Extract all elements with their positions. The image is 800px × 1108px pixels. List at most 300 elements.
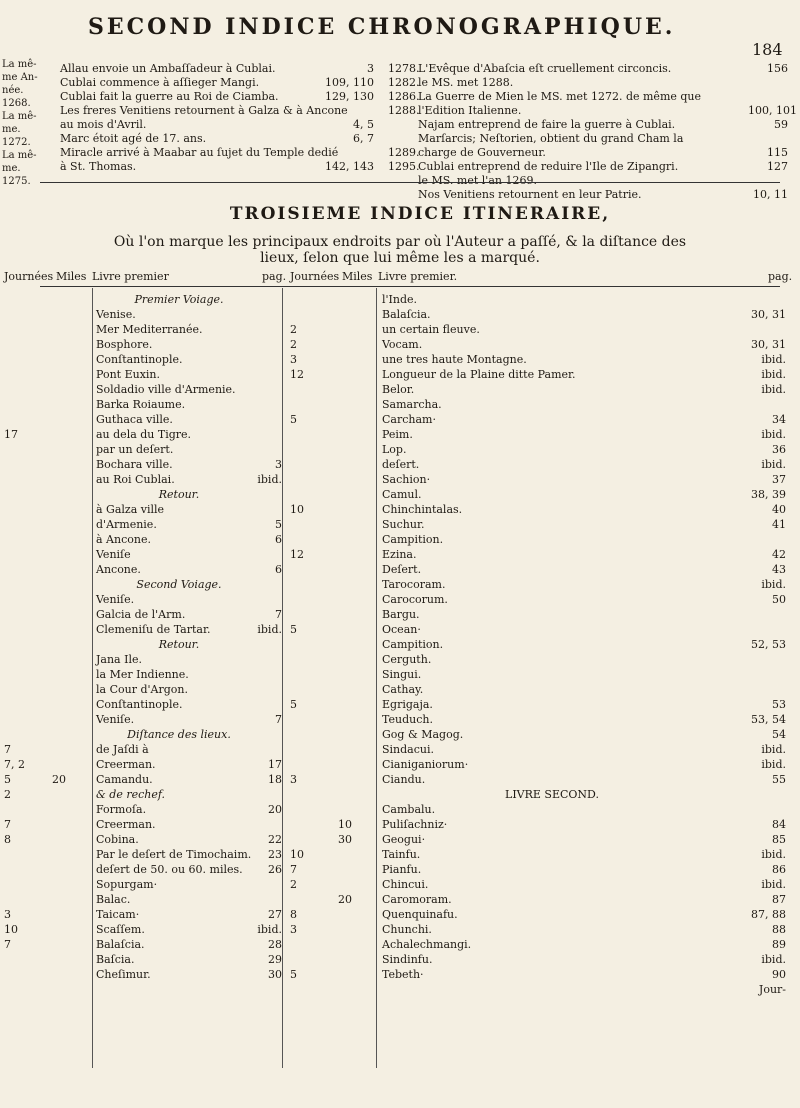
itinerary-row — [290, 532, 790, 547]
itinerary-row — [290, 637, 790, 652]
entry-year — [388, 118, 418, 132]
page-ref: ibid. — [761, 578, 786, 591]
entry-page — [748, 76, 788, 90]
entry-text: Cublai fait la guerre au Roi de Ciamba. — [60, 90, 279, 103]
itinerary-row — [290, 877, 790, 892]
itinerary-row — [4, 472, 280, 487]
journees-value: 12 — [290, 368, 304, 381]
entry-page: 129, 130 — [325, 90, 374, 103]
entry-page — [324, 146, 374, 160]
itinerary-left-column — [4, 292, 280, 982]
itinerary-row — [290, 307, 790, 322]
page-ref: 27 — [268, 908, 282, 921]
place-name: par un deſert. — [96, 443, 174, 456]
itinerary-row — [290, 517, 790, 532]
itinerary-row — [290, 652, 790, 667]
entry-text: à St. Thomas. — [60, 160, 137, 173]
page-ref: 20 — [268, 803, 282, 816]
place-name: Taicam· — [96, 908, 140, 921]
subtitle-line-2: lieux, ſelon que lui même les a marqué. — [260, 250, 540, 266]
top-left-pages — [324, 62, 374, 174]
entry-text: Miracle arrivé à Maabar au ſujet du Temple dedié — [60, 146, 339, 159]
place-name: Carcham· — [382, 413, 436, 426]
margin-note: me An- — [2, 72, 38, 83]
entry-page: 3 — [367, 62, 374, 75]
itinerary-row — [290, 697, 790, 712]
itinerary-row — [290, 757, 790, 772]
entry-year — [388, 132, 418, 146]
miles-value: 20 — [52, 773, 66, 786]
page-ref: 7 — [275, 713, 282, 726]
itinerary-row — [290, 337, 790, 352]
place-name: Longueur de la Plaine ditte Pamer. — [382, 368, 576, 381]
margin-note: 1275. — [2, 176, 31, 187]
itinerary-row — [4, 442, 280, 457]
place-name: Sopurgam· — [96, 878, 158, 891]
journees-value: 2 — [290, 338, 297, 351]
itinerary-row — [4, 622, 280, 637]
entry-year: 1278. — [388, 62, 420, 75]
place-name: Veniſe. — [96, 593, 135, 606]
header-journees-2: Journées — [290, 270, 340, 283]
place-name: Balaſcia. — [96, 938, 145, 951]
itinerary-row — [290, 367, 790, 382]
entry-page: 156 — [767, 62, 788, 75]
itinerary-row — [4, 862, 280, 877]
place-name: Conſtantinople. — [96, 698, 183, 711]
place-name: une tres haute Montagne. — [382, 353, 527, 366]
page-ref: 87, 88 — [751, 908, 786, 921]
place-name: Venise. — [96, 308, 136, 321]
itinerary-row — [4, 322, 280, 337]
margin-note: me. — [2, 163, 21, 174]
place-name: Conſtantinople. — [96, 353, 183, 366]
header-livre: Livre premier — [92, 270, 169, 283]
itinerary-row — [4, 637, 280, 652]
journees-value: 3 — [290, 923, 297, 936]
page-ref: 90 — [772, 968, 786, 981]
entry-text: Cublai commence à aſſieger Mangi. — [60, 76, 260, 89]
place-name: Premier Voiage. — [134, 293, 224, 306]
page-ref: 41 — [772, 518, 786, 531]
place-name: Barka Roiaume. — [96, 398, 186, 411]
place-name: Peim. — [382, 428, 413, 441]
page-ref: 30, 31 — [751, 308, 786, 321]
place-name: Cianiganiorum· — [382, 758, 469, 771]
journees-value: 7 — [4, 938, 11, 951]
itinerary-row — [290, 847, 790, 862]
itinerary-row — [290, 892, 790, 907]
section-subtitle — [60, 234, 740, 266]
entry-text: charge de Gouverneur. — [418, 146, 546, 159]
entry-page: 142, 143 — [325, 160, 374, 173]
itinerary-row — [290, 442, 790, 457]
itinerary-row — [4, 757, 280, 772]
itinerary-row — [4, 577, 280, 592]
place-name: Teuduch. — [382, 713, 433, 726]
place-name: Soldadio ville d'Armenie. — [96, 383, 236, 396]
entry-page — [748, 132, 788, 146]
itinerary-row — [290, 607, 790, 622]
itinerary-row — [290, 502, 790, 517]
page-header: SECOND INDICE CHRONOGRAPHIQUE. — [88, 14, 676, 40]
itinerary-row — [4, 367, 280, 382]
place-name: Par le deſert de Timochaim. — [96, 848, 252, 861]
page-ref: 22 — [268, 833, 282, 846]
page-ref: 42 — [772, 548, 786, 561]
place-name: Second Voiage. — [136, 578, 222, 591]
margin-note: me. — [2, 124, 21, 135]
entry-text: Allau envoie un Ambaſſadeur à Cublai. — [60, 62, 276, 75]
itinerary-row — [4, 787, 280, 802]
page-ref: 85 — [772, 833, 786, 846]
place-name: Caromoram. — [382, 893, 452, 906]
journees-value: 7 — [4, 818, 11, 831]
itinerary-row — [290, 547, 790, 562]
itinerary-row — [290, 682, 790, 697]
place-name: Diſtance des lieux. — [127, 728, 231, 741]
place-name: deſert. — [382, 458, 420, 471]
place-name: Cerguth. — [382, 653, 432, 666]
itinerary-row — [4, 292, 280, 307]
entry-text: l'Edition Italienne. — [418, 104, 522, 117]
page-ref: 53, 54 — [751, 713, 786, 726]
itinerary-row — [4, 892, 280, 907]
divider — [40, 182, 780, 183]
itinerary-row — [4, 847, 280, 862]
entry-text: Cublai entreprend de reduire l'Ile de Zipangri. — [418, 160, 679, 173]
place-name: Bochara ville. — [96, 458, 173, 471]
place-name: Suchur. — [382, 518, 425, 531]
place-name: Egrigaja. — [382, 698, 433, 711]
place-name: Chincui. — [382, 878, 429, 891]
place-name: Tebeth· — [382, 968, 424, 981]
itinerary-row — [290, 742, 790, 757]
itinerary-row — [290, 577, 790, 592]
place-name: Balaſcia. — [382, 308, 431, 321]
place-name: Cambalu. — [382, 803, 436, 816]
header-miles-2: Miles — [342, 270, 373, 283]
itinerary-row — [290, 967, 790, 982]
place-name: Retour. — [158, 638, 200, 651]
margin-note: 1272. — [2, 137, 31, 148]
itinerary-row — [4, 382, 280, 397]
journees-value: 10 — [290, 848, 304, 861]
place-name: Ciandu. — [382, 773, 426, 786]
entry-year: 1288. — [388, 104, 420, 117]
place-name: Galcia de l'Arm. — [96, 608, 186, 621]
page-ref: ibid. — [761, 383, 786, 396]
itinerary-row — [290, 292, 790, 307]
itinerary-row — [4, 487, 280, 502]
place-name: Veniſe — [96, 548, 131, 561]
entry-page: 10, 11 — [753, 188, 788, 201]
journees-value: 5 — [290, 413, 297, 426]
itinerary-row — [4, 712, 280, 727]
itinerary-row — [4, 457, 280, 472]
place-name: d'Armenie. — [96, 518, 157, 531]
page-ref: ibid. — [257, 623, 282, 636]
page-ref: 30, 31 — [751, 338, 786, 351]
page-number: 184 — [752, 40, 783, 59]
itinerary-row — [4, 517, 280, 532]
itinerary-row — [4, 652, 280, 667]
entry-page — [748, 90, 788, 104]
page-ref: 17 — [268, 758, 282, 771]
journees-value: 5 — [290, 698, 297, 711]
place-name: la Cour d'Argon. — [96, 683, 188, 696]
entry-page: 127 — [767, 160, 788, 173]
place-name: Deſert. — [382, 563, 422, 576]
margin-note: La mê- — [2, 150, 37, 161]
page-ref: 23 — [268, 848, 282, 861]
journees-value: 7 — [4, 743, 11, 756]
entry-year: 1289. — [388, 146, 420, 159]
page-ref: ibid. — [257, 923, 282, 936]
place-name: Retour. — [158, 488, 200, 501]
itinerary-row — [4, 352, 280, 367]
place-name: Ocean· — [382, 623, 421, 636]
place-name: LIVRE SECOND. — [505, 788, 599, 801]
itinerary-row — [4, 562, 280, 577]
itinerary-row — [290, 982, 790, 997]
place-name: Ezina. — [382, 548, 417, 561]
section-title: TROISIEME INDICE ITINERAIRE, — [229, 204, 611, 224]
page-ref: ibid. — [761, 758, 786, 771]
entry-year: 1286. — [388, 90, 420, 103]
itinerary-row — [290, 802, 790, 817]
place-name: Bosphore. — [96, 338, 153, 351]
place-name: Tainfu. — [382, 848, 421, 861]
itinerary-row — [4, 772, 280, 787]
place-name: Campition. — [382, 533, 444, 546]
itinerary-row — [4, 742, 280, 757]
place-name: Camandu. — [96, 773, 153, 786]
itinerary-row — [4, 952, 280, 967]
entry-text: La Guerre de Mien le MS. met 1272. de même que — [418, 90, 702, 103]
place-name: Singui. — [382, 668, 422, 681]
page-ref: 34 — [772, 413, 786, 426]
place-name: Cathay. — [382, 683, 424, 696]
page-ref: 50 — [772, 593, 786, 606]
itinerary-row — [4, 412, 280, 427]
place-name: Creerman. — [96, 818, 156, 831]
itinerary-row — [290, 667, 790, 682]
itinerary-row — [290, 937, 790, 952]
entry-text: Les freres Venitiens retournent à Galza & à Ancone — [60, 104, 348, 117]
header-miles: Miles — [56, 270, 87, 283]
itinerary-row — [4, 667, 280, 682]
margin-note: née. — [2, 85, 24, 96]
page-ref: 6 — [275, 563, 282, 576]
miles-value: 30 — [338, 833, 352, 846]
itinerary-row — [290, 412, 790, 427]
entry-year: 1282. — [388, 76, 420, 89]
top-left-entries — [60, 62, 348, 174]
page-ref: 53 — [772, 698, 786, 711]
place-name: au dela du Tigre. — [96, 428, 192, 441]
header-journees: Journées — [4, 270, 54, 283]
place-name: Pianfu. — [382, 863, 422, 876]
place-name: Camul. — [382, 488, 422, 501]
itinerary-row — [4, 607, 280, 622]
place-name: Bargu. — [382, 608, 420, 621]
journees-value: 8 — [290, 908, 297, 921]
page-ref: ibid. — [761, 458, 786, 471]
journees-value: 2 — [4, 788, 11, 801]
entry-page: 115 — [767, 146, 788, 159]
entry-page: 59 — [774, 118, 788, 131]
page-ref: 86 — [772, 863, 786, 876]
itinerary-row — [290, 382, 790, 397]
itinerary-row — [290, 862, 790, 877]
itinerary-row — [4, 307, 280, 322]
itinerary-row — [290, 817, 790, 832]
itinerary-row — [290, 562, 790, 577]
place-name: Baſcia. — [96, 953, 135, 966]
page-ref: ibid. — [761, 743, 786, 756]
place-name: un certain fleuve. — [382, 323, 480, 336]
place-name: & de rechef. — [96, 788, 166, 801]
page-ref: 89 — [772, 938, 786, 951]
miles-value: 20 — [338, 893, 352, 906]
page-ref: 43 — [772, 563, 786, 576]
itinerary-row — [290, 622, 790, 637]
entry-page: 6, 7 — [353, 132, 374, 145]
place-name: Guthaca ville. — [96, 413, 173, 426]
entry-page: 100, 101 — [748, 104, 797, 117]
itinerary-row — [4, 967, 280, 982]
itinerary-row — [4, 922, 280, 937]
place-name: Sachion· — [382, 473, 431, 486]
margin-note: La mê- — [2, 111, 37, 122]
itinerary-row — [290, 487, 790, 502]
itinerary-row — [4, 727, 280, 742]
itinerary-row — [4, 877, 280, 892]
itinerary-row — [4, 502, 280, 517]
place-name: Chunchi. — [382, 923, 432, 936]
itinerary-row — [4, 337, 280, 352]
place-name: Geogui· — [382, 833, 426, 846]
page-ref: ibid. — [761, 878, 786, 891]
page-ref: 54 — [772, 728, 786, 741]
entry-text: L'Evêque d'Abaſcia eſt cruellement circoncis. — [418, 62, 672, 75]
miles-value: 10 — [338, 818, 352, 831]
journees-value: 5 — [4, 773, 11, 786]
itinerary-row — [4, 592, 280, 607]
place-name: Mer Mediterranée. — [96, 323, 203, 336]
itinerary-row — [290, 457, 790, 472]
page-ref: Jour- — [758, 983, 786, 996]
place-name: la Mer Indienne. — [96, 668, 189, 681]
margin-note: 1268. — [2, 98, 31, 109]
place-name: Veniſe. — [96, 713, 135, 726]
place-name: Creerman. — [96, 758, 156, 771]
itinerary-row — [4, 697, 280, 712]
page-ref: 84 — [772, 818, 786, 831]
place-name: Samarcha. — [382, 398, 442, 411]
page-ref: ibid. — [257, 473, 282, 486]
place-name: Ancone. — [96, 563, 141, 576]
journees-value: 3 — [290, 773, 297, 786]
place-name: Sindacui. — [382, 743, 434, 756]
entry-page — [748, 174, 788, 188]
place-name: Belor. — [382, 383, 415, 396]
place-name: Campition. — [382, 638, 444, 651]
itinerary-row — [4, 397, 280, 412]
entry-text: Marc étoit agé de 17. ans. — [60, 132, 207, 145]
page-ref: ibid. — [761, 353, 786, 366]
itinerary-row — [290, 922, 790, 937]
top-years — [388, 62, 418, 174]
journees-value: 7, 2 — [4, 758, 25, 771]
entry-text: au mois d'Avril. — [60, 118, 147, 131]
journees-value: 12 — [290, 548, 304, 561]
journees-value: 2 — [290, 323, 297, 336]
place-name: à Ancone. — [96, 533, 151, 546]
page-ref: 26 — [268, 863, 282, 876]
page-ref: 5 — [275, 518, 282, 531]
page-ref: 40 — [772, 503, 786, 516]
place-name: Gog & Magog. — [382, 728, 464, 741]
page-ref: 55 — [772, 773, 786, 786]
itinerary-row — [290, 322, 790, 337]
itinerary-row — [4, 817, 280, 832]
entry-text: le MS. met l'an 1269. — [418, 174, 537, 187]
place-name: Balac. — [96, 893, 131, 906]
itinerary-row — [290, 472, 790, 487]
itinerary-row — [290, 772, 790, 787]
place-name: Quenquinafu. — [382, 908, 458, 921]
entry-text: Marſarcis; Neſtorien, obtient du grand Cham la — [418, 132, 684, 145]
itinerary-row — [4, 532, 280, 547]
itinerary-row — [290, 952, 790, 967]
journees-value: 3 — [290, 353, 297, 366]
margin-note: La mê- — [2, 59, 37, 70]
page-ref: ibid. — [761, 953, 786, 966]
journees-value: 2 — [290, 878, 297, 891]
itinerary-row — [4, 427, 280, 442]
journees-value: 10 — [290, 503, 304, 516]
header-livre-2: Livre premier. — [378, 270, 458, 283]
itinerary-row — [290, 787, 790, 802]
itinerary-row — [4, 802, 280, 817]
place-name: deſert de 50. ou 60. miles. — [96, 863, 243, 876]
journees-value: 5 — [290, 968, 297, 981]
place-name: Chinchintalas. — [382, 503, 463, 516]
place-name: Puliſachniz· — [382, 818, 448, 831]
itinerary-row — [290, 907, 790, 922]
journees-value: 7 — [290, 863, 297, 876]
place-name: à Galza ville — [96, 503, 165, 516]
page-ref: 88 — [772, 923, 786, 936]
page-ref: ibid. — [761, 848, 786, 861]
entry-page: 109, 110 — [325, 76, 374, 89]
itinerary-row — [290, 727, 790, 742]
place-name: Sindinfu. — [382, 953, 433, 966]
subtitle-line-1: Où l'on marque les principaux endroits par où l'Auteur a paſſé, & la diſtance des — [113, 234, 687, 250]
entry-year: 1295. — [388, 160, 420, 173]
place-name: l'Inde. — [382, 293, 418, 306]
place-name: Jana Ile. — [96, 653, 142, 666]
page-ref: 37 — [772, 473, 786, 486]
header-pag-2: pag. — [768, 270, 793, 283]
place-name: Lop. — [382, 443, 407, 456]
page-ref: 7 — [275, 608, 282, 621]
place-name: au Roi Cublai. — [96, 473, 175, 486]
top-right-entries — [418, 62, 748, 202]
page-ref: 18 — [268, 773, 282, 786]
